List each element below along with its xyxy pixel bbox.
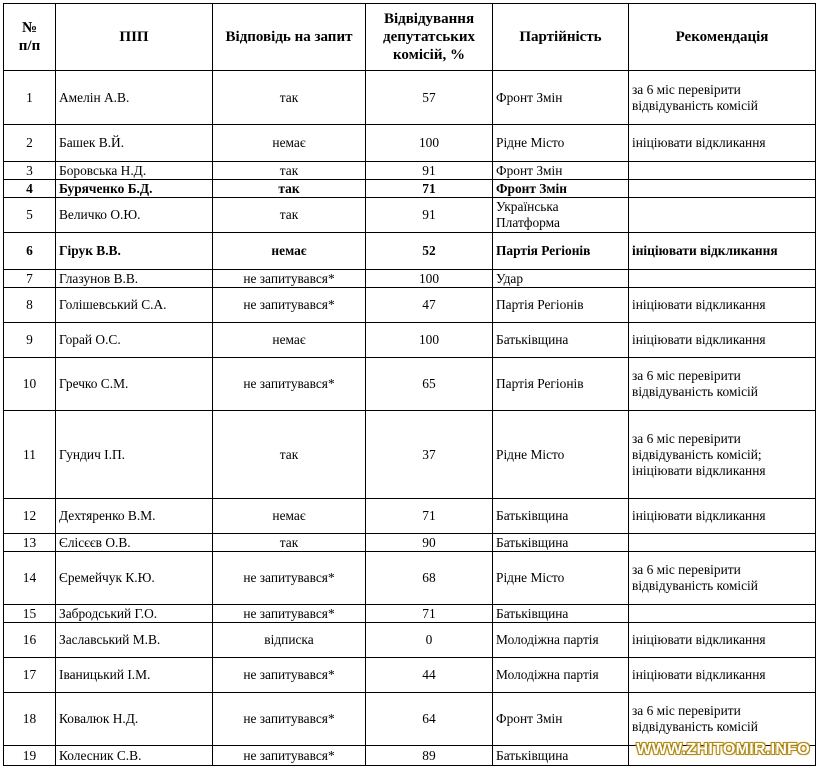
cell-party: Українська Платформа [493, 198, 629, 233]
cell-num: 7 [4, 270, 56, 288]
cell-num: 10 [4, 358, 56, 411]
cell-num: 1 [4, 71, 56, 125]
cell-name: Боровська Н.Д. [56, 162, 213, 180]
cell-attendance: 100 [366, 270, 493, 288]
cell-name: Колесник С.В. [56, 746, 213, 766]
cell-answer: не запитувався* [213, 552, 366, 605]
cell-attendance: 37 [366, 411, 493, 499]
cell-num: 2 [4, 125, 56, 162]
cell-rec [629, 198, 816, 233]
cell-party: Партія Регіонів [493, 233, 629, 270]
cell-num: 9 [4, 323, 56, 358]
watermark-logo: WWW.ZHITOMIR.INFO [636, 741, 810, 758]
cell-answer: не запитувався* [213, 693, 366, 746]
cell-rec: ініціювати відкликання [629, 323, 816, 358]
table-row [4, 552, 816, 605]
table-body [4, 71, 816, 766]
cell-party: Батьківщина [493, 746, 629, 766]
cell-attendance: 0 [366, 623, 493, 658]
cell-attendance: 68 [366, 552, 493, 605]
cell-name: Величко О.Ю. [56, 198, 213, 233]
cell-num: 17 [4, 658, 56, 693]
cell-name: Ковалюк Н.Д. [56, 693, 213, 746]
cell-answer: немає [213, 125, 366, 162]
cell-rec: ініціювати відкликання [629, 233, 816, 270]
cell-attendance: 100 [366, 323, 493, 358]
table-row [4, 162, 816, 180]
cell-answer: так [213, 71, 366, 125]
table-row [4, 125, 816, 162]
cell-rec: за 6 міс перевірити відвідуваність комісій; ініціювати відкликання [629, 411, 816, 499]
cell-attendance: 90 [366, 534, 493, 552]
cell-party: Удар [493, 270, 629, 288]
cell-party: Рідне Місто [493, 125, 629, 162]
cell-answer: не запитувався* [213, 288, 366, 323]
cell-attendance: 65 [366, 358, 493, 411]
header-party: Партійність [493, 4, 629, 71]
cell-party: Фронт Змін [493, 693, 629, 746]
cell-attendance: 71 [366, 605, 493, 623]
header-num: № п/п [4, 4, 56, 71]
deputies-table [3, 3, 816, 766]
cell-party: Фронт Змін [493, 162, 629, 180]
cell-rec: за 6 міс перевірити відвідуваність комісій [629, 693, 816, 746]
cell-attendance: 91 [366, 162, 493, 180]
cell-party: Рідне Місто [493, 552, 629, 605]
header-attendance: Відвідування депутатських комісій, % [366, 4, 493, 71]
cell-rec [629, 180, 816, 198]
cell-answer: так [213, 198, 366, 233]
cell-name: Глазунов В.В. [56, 270, 213, 288]
cell-rec: ініціювати відкликання [629, 623, 816, 658]
cell-name: Забродський Г.О. [56, 605, 213, 623]
cell-num: 3 [4, 162, 56, 180]
table-row [4, 605, 816, 623]
table-row [4, 534, 816, 552]
cell-name: Гундич І.П. [56, 411, 213, 499]
cell-rec: за 6 міс перевірити відвідуваність комісій [629, 71, 816, 125]
cell-attendance: 44 [366, 658, 493, 693]
cell-party: Молодіжна партія [493, 623, 629, 658]
cell-num: 18 [4, 693, 56, 746]
cell-attendance: 100 [366, 125, 493, 162]
table-row [4, 180, 816, 198]
cell-name: Буряченко Б.Д. [56, 180, 213, 198]
cell-rec: ініціювати відкликання [629, 125, 816, 162]
cell-answer: так [213, 162, 366, 180]
table-row [4, 270, 816, 288]
cell-num: 8 [4, 288, 56, 323]
cell-answer: немає [213, 499, 366, 534]
cell-answer: не запитувався* [213, 746, 366, 766]
table-row [4, 623, 816, 658]
cell-party: Фронт Змін [493, 71, 629, 125]
cell-attendance: 47 [366, 288, 493, 323]
cell-answer: немає [213, 233, 366, 270]
cell-num: 4 [4, 180, 56, 198]
cell-attendance: 71 [366, 499, 493, 534]
cell-name: Єремейчук К.Ю. [56, 552, 213, 605]
table-row [4, 198, 816, 233]
header-answer: Відповідь на запит [213, 4, 366, 71]
header-recommendation: Рекомендація [629, 4, 816, 71]
cell-answer: не запитувався* [213, 605, 366, 623]
cell-rec: ініціювати відкликання [629, 288, 816, 323]
table-row [4, 323, 816, 358]
cell-attendance: 64 [366, 693, 493, 746]
cell-num: 16 [4, 623, 56, 658]
cell-party: Партія Регіонів [493, 288, 629, 323]
table-row [4, 658, 816, 693]
cell-rec [629, 534, 816, 552]
cell-party: Батьківщина [493, 605, 629, 623]
cell-party: Батьківщина [493, 499, 629, 534]
cell-name: Башек В.Й. [56, 125, 213, 162]
cell-num: 12 [4, 499, 56, 534]
cell-attendance: 52 [366, 233, 493, 270]
cell-num: 19 [4, 746, 56, 766]
cell-answer: не запитувався* [213, 358, 366, 411]
cell-num: 14 [4, 552, 56, 605]
cell-party: Партія Регіонів [493, 358, 629, 411]
cell-name: Єлісєєв О.В. [56, 534, 213, 552]
cell-rec: за 6 міс перевірити відвідуваність комісій [629, 358, 816, 411]
cell-name: Амелін А.В. [56, 71, 213, 125]
table-row [4, 693, 816, 746]
cell-answer: так [213, 411, 366, 499]
cell-rec: за 6 міс перевірити відвідуваність комісій [629, 552, 816, 605]
cell-answer: не запитувався* [213, 658, 366, 693]
cell-rec [629, 270, 816, 288]
cell-rec: ініціювати відкликання [629, 499, 816, 534]
cell-num: 5 [4, 198, 56, 233]
cell-name: Голішевський С.А. [56, 288, 213, 323]
header-name: ПІП [56, 4, 213, 71]
table-row [4, 411, 816, 499]
cell-name: Горай О.С. [56, 323, 213, 358]
cell-party: Рідне Місто [493, 411, 629, 499]
cell-party: Молодіжна партія [493, 658, 629, 693]
table-row [4, 71, 816, 125]
cell-answer: відписка [213, 623, 366, 658]
cell-attendance: 57 [366, 71, 493, 125]
cell-attendance: 91 [366, 198, 493, 233]
cell-name: Гречко С.М. [56, 358, 213, 411]
cell-party: Фронт Змін [493, 180, 629, 198]
table-header [4, 4, 816, 71]
table-row [4, 233, 816, 270]
table-row [4, 499, 816, 534]
cell-rec: ініціювати відкликання [629, 658, 816, 693]
cell-party: Батьківщина [493, 323, 629, 358]
cell-rec [629, 605, 816, 623]
cell-party: Батьківщина [493, 534, 629, 552]
cell-rec [629, 162, 816, 180]
table-row [4, 358, 816, 411]
cell-num: 15 [4, 605, 56, 623]
cell-name: Заславський М.В. [56, 623, 213, 658]
cell-answer: немає [213, 323, 366, 358]
cell-name: Іваницький І.М. [56, 658, 213, 693]
cell-answer: так [213, 534, 366, 552]
cell-attendance: 89 [366, 746, 493, 766]
cell-answer: не запитувався* [213, 270, 366, 288]
cell-answer: так [213, 180, 366, 198]
cell-attendance: 71 [366, 180, 493, 198]
cell-num: 13 [4, 534, 56, 552]
cell-name: Гірук В.В. [56, 233, 213, 270]
cell-num: 11 [4, 411, 56, 499]
cell-name: Дехтяренко В.М. [56, 499, 213, 534]
cell-num: 6 [4, 233, 56, 270]
table-row [4, 288, 816, 323]
